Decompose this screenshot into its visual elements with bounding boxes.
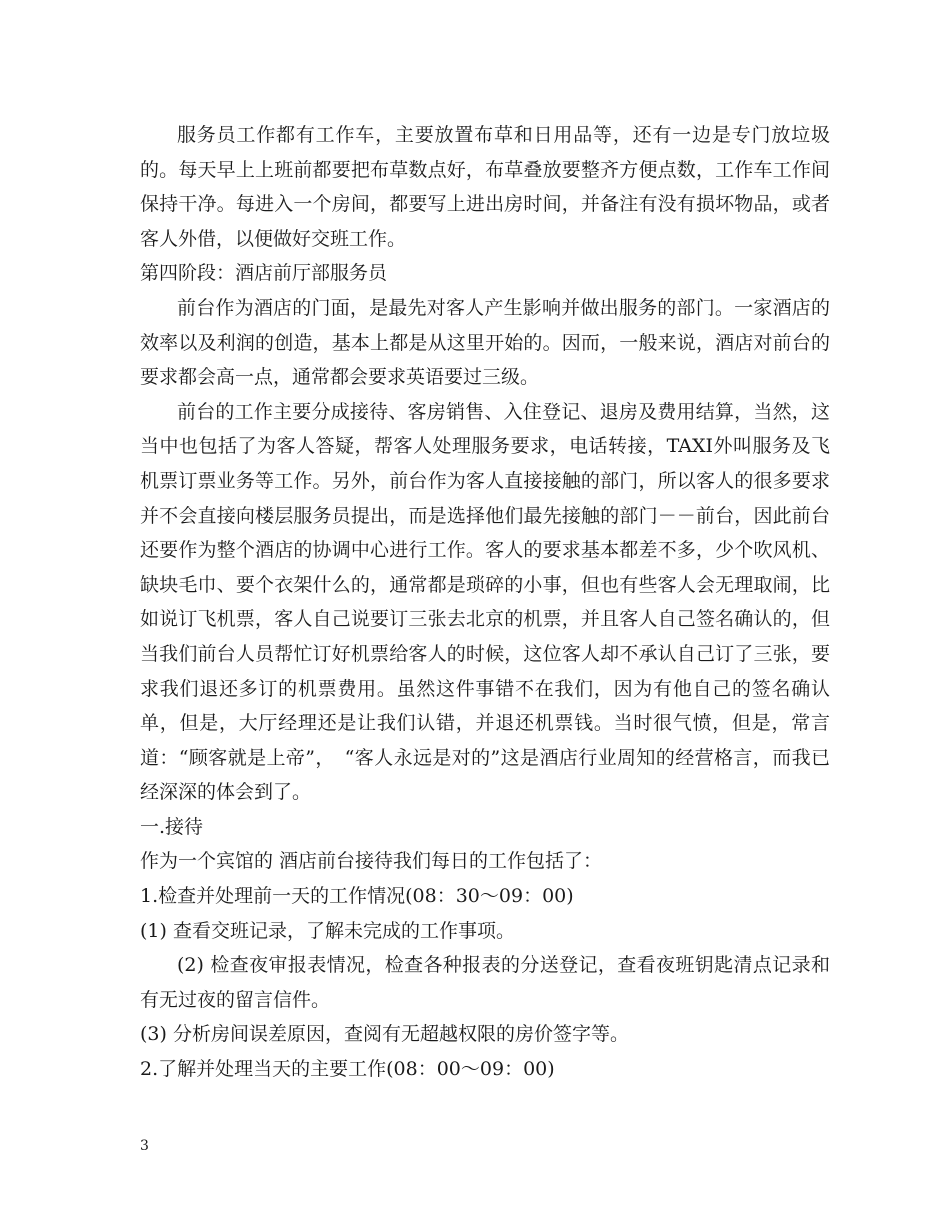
page-number: 3 [140, 1138, 149, 1154]
list-item-check-previous-day: 1.检查并处理前一天的工作情况(08：30～09：00) [140, 885, 574, 908]
list-item-daily-main-work: 2.了解并处理当天的主要工作(08：00～09：00) [140, 1058, 555, 1081]
list-subitem-night-audit: (2) 检查夜审报表情况，检查各种报表的分送登记，查看夜班钥匙清点记录和有无过夜的留言信件。 [140, 954, 830, 1011]
paragraph-front-desk-duties: 前台的工作主要分成接待、客房销售、入住登记、退房及费用结算，当然，这当中也包括了为客人答疑，帮客人处理服务要求，电话转接，TAXI外叫服务及飞机票订票业务等工作。另外，前台作为客人直接接触的部门，所以客人的很多要求并不会直接向楼层服务员提出，而是选择他们最先接触的部门－－前台，因此前台还要作为整个酒店的协调中心进行工作。客人的要求基本都差不多，少个吹风机、缺块毛巾、要个衣架什么的，通常都是琐碎的小事，但也有些客人会无理取闹，比如说订飞机票，客人自己说要订三张去北京的机票，并且客人自己签名确认的，但当我们前台人员帮忙订好机票给客人的时候，这位客人却不承认自己订了三张，要求我们退还多订的机票费用。虽然这件事错不在我们，因为有他自己的签名确认单，但是，大厅经理还是让我们认错，并退还机票钱。当时很气愤，但是，常言道：“顾客就是上帝”， “客人永远是对的”这是酒店行业周知的经营格言，而我已经深深的体会到了。 [140, 400, 830, 804]
list-subitem-room-discrepancy: (3) 分析房间误差原因，查阅有无超越权限的房价签字等。 [140, 1023, 629, 1046]
paragraph-front-desk-intro: 前台作为酒店的门面，是最先对客人产生影响并做出服务的部门。一家酒店的效率以及利润的创造，基本上都是从这里开始的。因而，一般来说，酒店对前台的要求都会高一点，通常都会要求英语要过三级。 [140, 296, 830, 389]
paragraph-housekeeping-cart: 服务员工作都有工作车，主要放置布草和日用品等，还有一边是专门放垃圾的。每天早上上班前都要把布草数点好，布草叠放要整齐方便点数，工作车工作间保持干净。每进入一个房间，都要写上进出房时间，并备注有没有损坏物品，或者客人外借，以便做好交班工作。 [140, 124, 830, 250]
document-body [140, 118, 830, 1087]
subheading-reception: 一.接待 [140, 815, 204, 838]
paragraph-daily-work-intro: 作为一个宾馆的 酒店前台接待我们每日的工作包括了： [140, 850, 603, 873]
list-subitem-shift-records: (1) 查看交班记录，了解未完成的工作事项。 [140, 919, 515, 942]
section-heading-stage-four: 第四阶段：酒店前厅部服务员 [140, 262, 388, 285]
